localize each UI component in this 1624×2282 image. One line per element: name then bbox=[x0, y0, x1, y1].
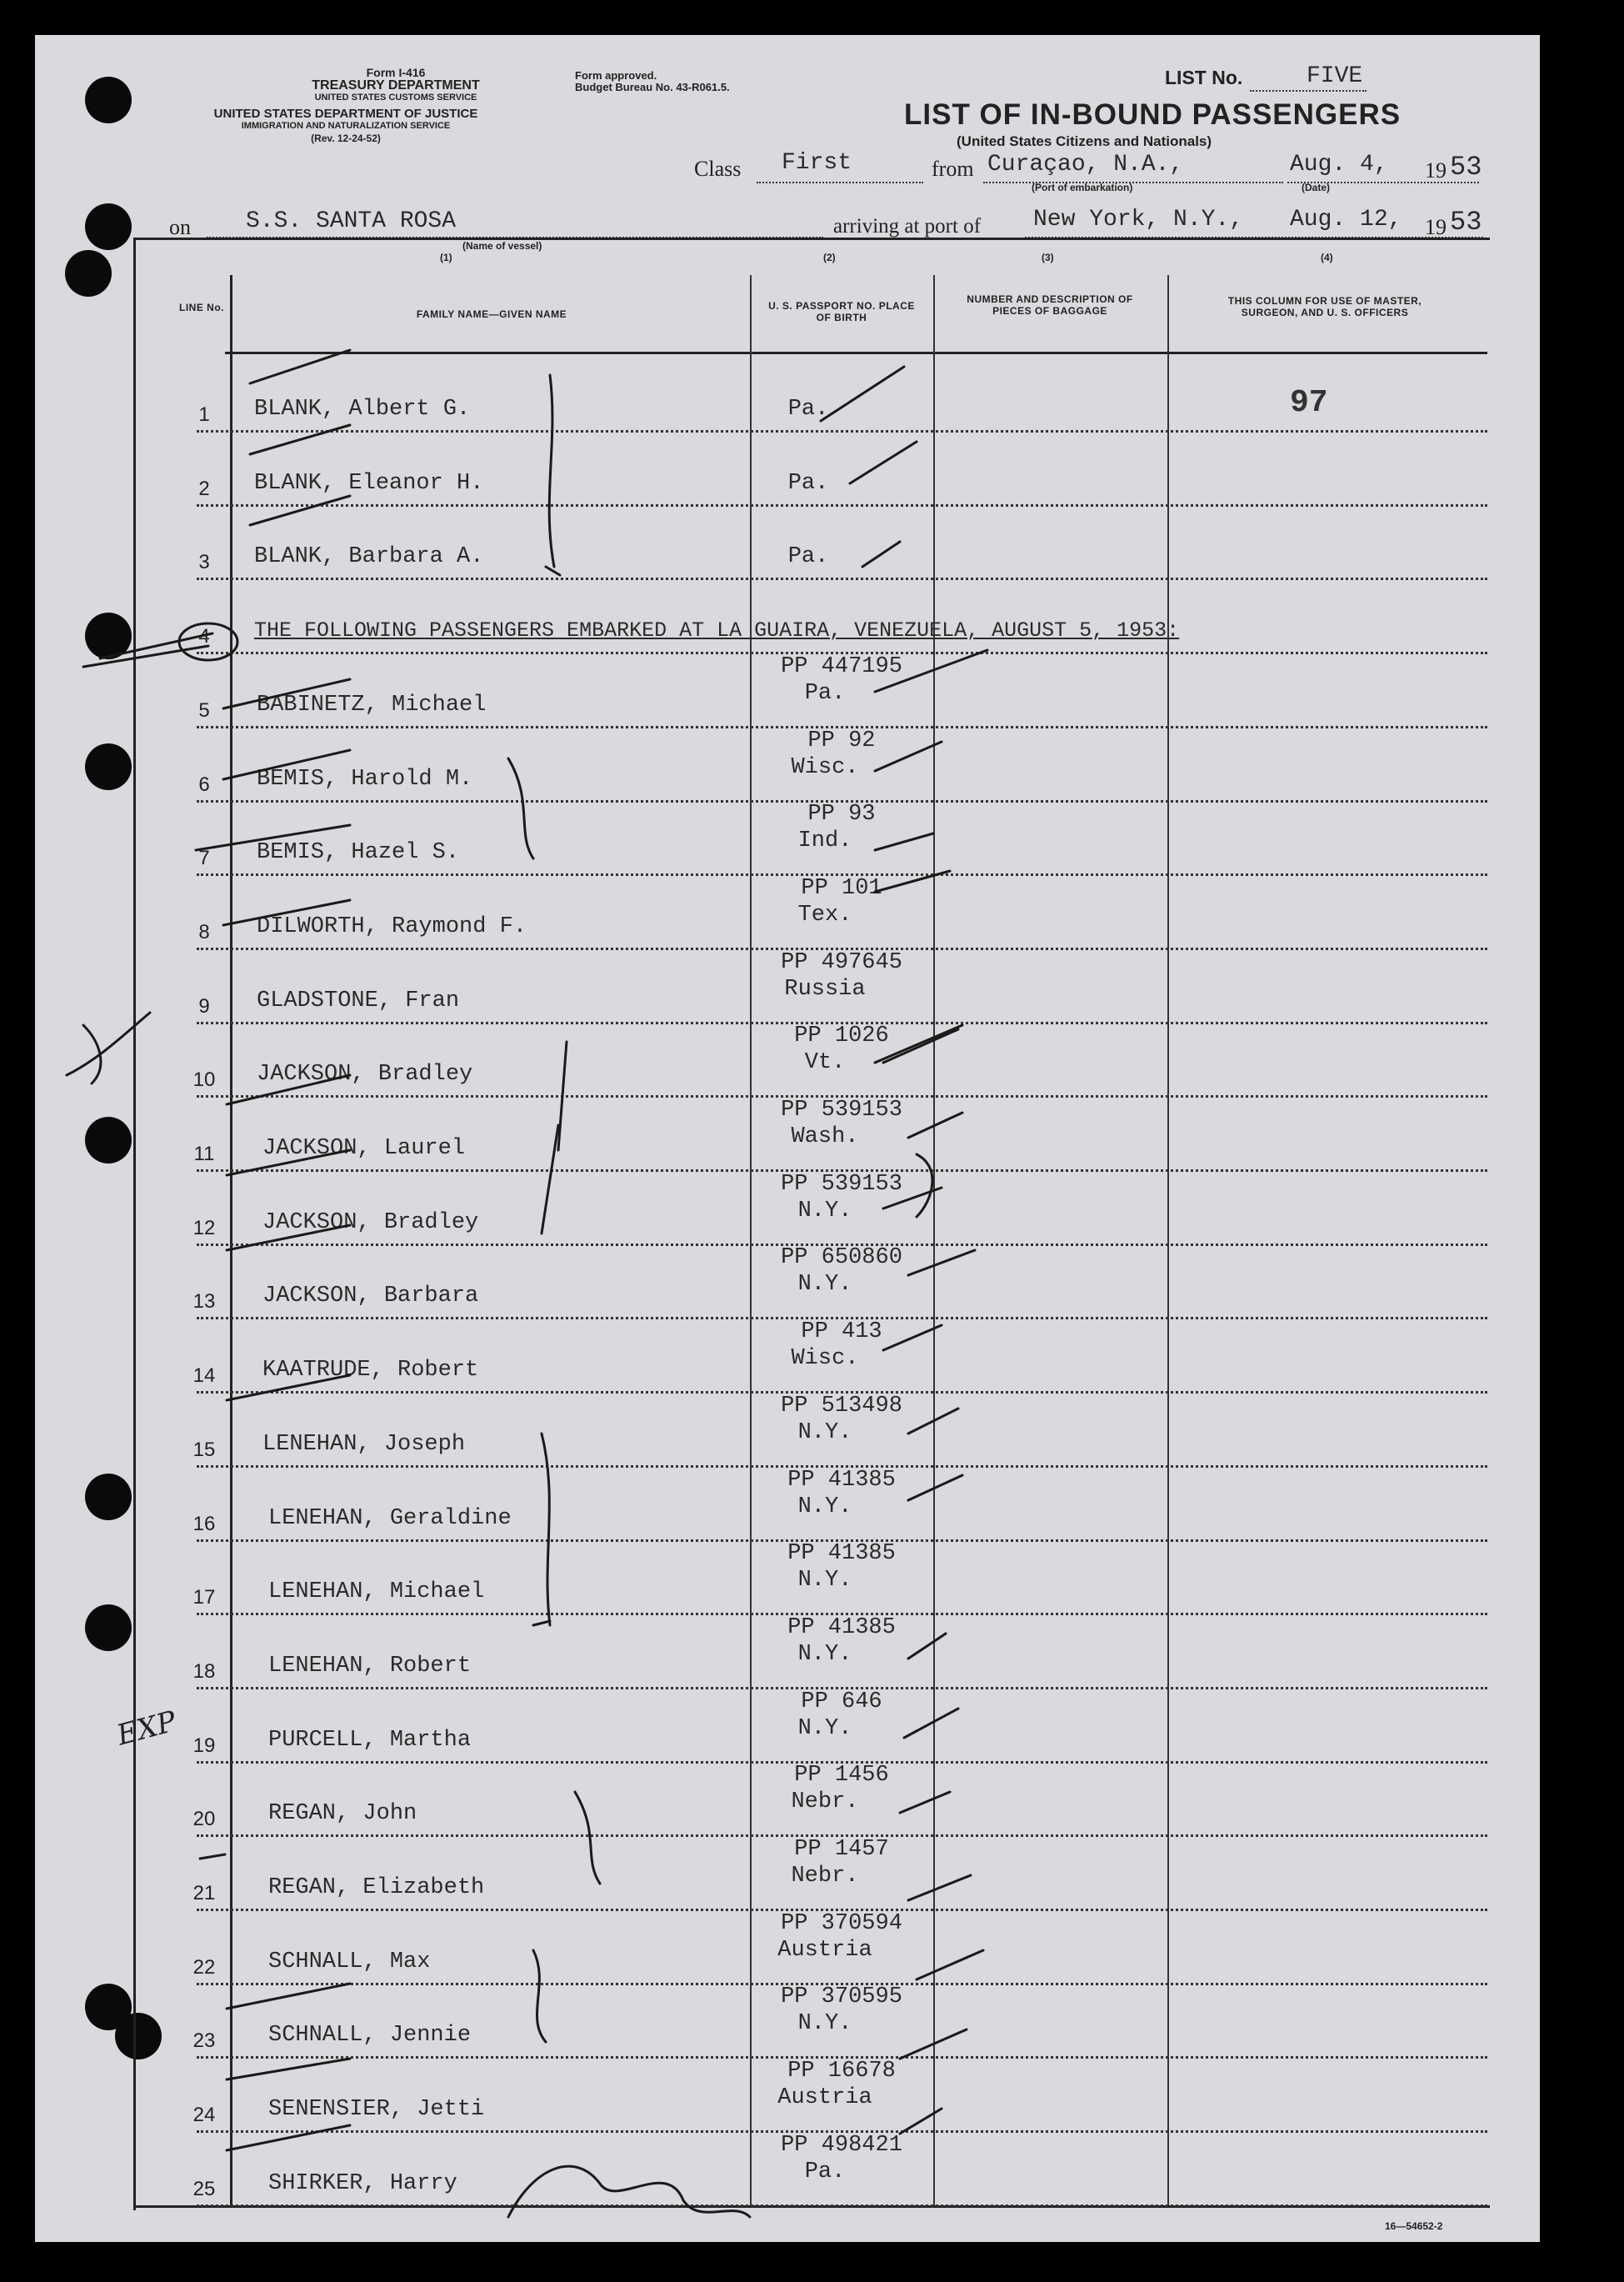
col-index-1: (1) bbox=[440, 252, 452, 263]
embark-date: Aug. 4, bbox=[1290, 152, 1388, 178]
passport-number: PP 650860 bbox=[781, 1245, 902, 1271]
on-label: on bbox=[169, 215, 191, 239]
place-of-birth: N.Y. bbox=[797, 1198, 852, 1224]
passport-number: PP 498421 bbox=[781, 2132, 902, 2158]
place-of-birth: Ind. bbox=[797, 828, 852, 854]
place-of-birth: Austria bbox=[777, 1937, 872, 1963]
footer-code: 16—54652-2 bbox=[1385, 2220, 1443, 2232]
passport-number: PP 16678 bbox=[787, 2059, 896, 2084]
passport-number: PP 101 bbox=[801, 875, 882, 901]
col-header-passport: U. S. PASSPORT NO. PLACE OF BIRTH bbox=[768, 300, 915, 323]
place-of-birth: Pa. bbox=[804, 680, 846, 706]
passport-number: PP 447195 bbox=[781, 653, 902, 679]
place-of-birth: Austria bbox=[777, 2085, 872, 2111]
col-header-name: FAMILY NAME—GIVEN NAME bbox=[416, 308, 567, 320]
arriving-label: arriving at port of bbox=[833, 215, 982, 238]
passenger-name: SHIRKER, Harry bbox=[268, 2170, 457, 2196]
treasury-label: TREASURY DEPARTMENT bbox=[312, 78, 480, 93]
passport-number: PP 1457 bbox=[794, 1837, 889, 1862]
col-index-4: (4) bbox=[1321, 252, 1333, 263]
passenger-name: REGAN, Elizabeth bbox=[268, 1875, 485, 1900]
place-of-birth: N.Y. bbox=[797, 1272, 852, 1298]
place-of-birth: N.Y. bbox=[797, 1715, 852, 1741]
passport-number: PP 92 bbox=[807, 728, 876, 753]
col-index-3: (3) bbox=[1042, 252, 1054, 263]
port-embark-caption: (Port of embarkation) bbox=[1032, 182, 1133, 193]
passenger-name: PURCELL, Martha bbox=[268, 1727, 472, 1753]
vessel-name: S.S. SANTA ROSA bbox=[246, 208, 457, 234]
col-header-line-no: LINE No. bbox=[179, 302, 224, 313]
official-number: 97 bbox=[1290, 385, 1328, 421]
passenger-name: LENEHAN, Michael bbox=[268, 1579, 485, 1605]
col-header-baggage: NUMBER AND DESCRIPTION OF PIECES OF BAGGAGE bbox=[967, 293, 1133, 317]
place-of-birth: N.Y. bbox=[797, 2011, 852, 2037]
handwritten-exp: EXP bbox=[113, 1704, 180, 1753]
list-number-value: FIVE bbox=[1307, 63, 1363, 89]
customs-label: UNITED STATES CUSTOMS SERVICE bbox=[314, 93, 477, 103]
passport-number: PP 1456 bbox=[794, 1763, 889, 1789]
port-of-embarkation: Curaçao, N.A., bbox=[987, 152, 1184, 178]
class-label: Class bbox=[694, 157, 742, 181]
passenger-name: SCHNALL, Max bbox=[268, 1949, 431, 1974]
line-number: 7 bbox=[198, 847, 210, 870]
line-number: 5 bbox=[198, 698, 210, 722]
passenger-name: SENENSIER, Jetti bbox=[268, 2097, 485, 2123]
revision-label: (Rev. 12-24-52) bbox=[311, 133, 381, 144]
date-caption: (Date) bbox=[1302, 182, 1331, 193]
line-number: 11 bbox=[193, 1143, 215, 1165]
arrival-year: 53 bbox=[1450, 207, 1482, 238]
place-of-birth: Tex. bbox=[797, 902, 852, 928]
line-number: 25 bbox=[192, 2177, 216, 2200]
arrival-port: New York, N.Y., bbox=[1033, 207, 1244, 233]
place-of-birth: Nebr. bbox=[791, 1789, 859, 1815]
line-number: 15 bbox=[192, 1438, 216, 1461]
line-number: 18 bbox=[192, 1659, 216, 1683]
place-of-birth: Nebr. bbox=[791, 1864, 859, 1889]
passport-number: PP 41385 bbox=[787, 1467, 896, 1493]
line-number: 21 bbox=[192, 1882, 216, 1904]
line-number: 12 bbox=[192, 1216, 216, 1239]
passenger-name: BLANK, Barbara A. bbox=[254, 544, 484, 570]
passenger-name: LENEHAN, Joseph bbox=[262, 1431, 466, 1457]
page-subtitle: (United States Citizens and Nationals) bbox=[957, 133, 1212, 149]
passport-number: PP 513498 bbox=[781, 1393, 902, 1419]
passenger-name: KAATRUDE, Robert bbox=[262, 1358, 479, 1384]
passenger-name: BLANK, Eleanor H. bbox=[254, 470, 484, 496]
passport-number: PP 539153 bbox=[781, 1171, 902, 1197]
passenger-name: SCHNALL, Jennie bbox=[268, 2023, 472, 2049]
line-number: 6 bbox=[198, 773, 210, 796]
line-number: 1 bbox=[198, 403, 210, 426]
page-title: LIST OF IN-BOUND PASSENGERS bbox=[904, 98, 1402, 131]
passport-number: PP 497645 bbox=[781, 949, 902, 975]
place-of-birth: Wash. bbox=[791, 1124, 859, 1149]
passport-number: PP 41385 bbox=[787, 1541, 896, 1567]
col-index-2: (2) bbox=[823, 252, 836, 263]
vessel-caption: (Name of vessel) bbox=[462, 240, 542, 252]
embark-year-prefix: 19 bbox=[1425, 158, 1447, 183]
line-number: 17 bbox=[192, 1586, 216, 1609]
place-of-birth: Wisc. bbox=[791, 754, 859, 780]
line-number: 4 bbox=[198, 625, 210, 648]
form-number: Form I-416 bbox=[366, 66, 426, 79]
passenger-name: JACKSON, Barbara bbox=[262, 1284, 479, 1309]
passenger-name: GLADSTONE, Fran bbox=[257, 988, 460, 1013]
line-number: 14 bbox=[192, 1364, 216, 1388]
immigration-label: IMMIGRATION AND NATURALIZATION SERVICE bbox=[241, 121, 451, 131]
arrival-date: Aug. 12, bbox=[1290, 207, 1402, 233]
line-number: 16 bbox=[192, 1512, 216, 1535]
form-approved: Form approved. bbox=[575, 69, 657, 82]
budget-bureau: Budget Bureau No. 43-R061.5. bbox=[575, 81, 730, 93]
list-number-label: LIST No. bbox=[1165, 67, 1243, 88]
passport-number: PP 1026 bbox=[794, 1023, 889, 1049]
passenger-name: THE FOLLOWING PASSENGERS EMBARKED AT LA GUAIRA, VENEZUELA, AUGUST 5, 1953: bbox=[254, 618, 1180, 643]
passport-number: PP 370595 bbox=[781, 1984, 902, 2010]
col-header-officers: THIS COLUMN FOR USE OF MASTER, SURGEON, AND U. S. OFFICERS bbox=[1227, 295, 1422, 318]
line-number: 8 bbox=[198, 920, 210, 943]
place-of-birth: Vt. bbox=[804, 1050, 846, 1076]
line-number: 20 bbox=[192, 1808, 216, 1831]
passenger-name: JACKSON, Bradley bbox=[257, 1062, 473, 1088]
class-value: First bbox=[782, 150, 852, 176]
place-of-birth: Pa. bbox=[804, 2159, 846, 2184]
justice-label: UNITED STATES DEPARTMENT OF JUSTICE bbox=[213, 107, 478, 121]
place-of-birth: Pa. bbox=[787, 470, 829, 496]
passport-number: PP 539153 bbox=[781, 1098, 902, 1123]
embark-year: 53 bbox=[1450, 152, 1482, 183]
line-number: 24 bbox=[192, 2104, 216, 2127]
line-number: 2 bbox=[198, 477, 210, 500]
from-label: from bbox=[932, 157, 974, 181]
line-number: 13 bbox=[192, 1290, 216, 1314]
passenger-name: JACKSON, Laurel bbox=[262, 1136, 466, 1161]
place-of-birth: Pa. bbox=[787, 397, 829, 422]
place-of-birth: Pa. bbox=[787, 544, 829, 570]
passenger-name: JACKSON, Bradley bbox=[262, 1209, 479, 1235]
passenger-name: DILWORTH, Raymond F. bbox=[257, 913, 527, 939]
passenger-name: BLANK, Albert G. bbox=[254, 397, 471, 422]
line-number: 3 bbox=[198, 551, 210, 574]
passport-number: PP 41385 bbox=[787, 1614, 896, 1640]
place-of-birth: N.Y. bbox=[797, 1419, 852, 1445]
line-number: 23 bbox=[192, 2029, 216, 2053]
place-of-birth: N.Y. bbox=[797, 1641, 852, 1667]
place-of-birth: Wisc. bbox=[791, 1346, 859, 1372]
passenger-name: REGAN, John bbox=[268, 1801, 417, 1827]
line-number: 19 bbox=[192, 1734, 216, 1757]
place-of-birth: N.Y. bbox=[797, 1494, 852, 1519]
line-number: 22 bbox=[192, 1955, 216, 1979]
passport-number: PP 646 bbox=[801, 1689, 882, 1714]
passport-number: PP 413 bbox=[801, 1319, 882, 1345]
passport-number: PP 93 bbox=[807, 802, 876, 828]
passenger-name: LENEHAN, Geraldine bbox=[268, 1505, 512, 1531]
passport-number: PP 370594 bbox=[781, 1910, 902, 1936]
arrival-year-prefix: 19 bbox=[1425, 215, 1447, 239]
passenger-name: BEMIS, Hazel S. bbox=[257, 840, 460, 866]
place-of-birth: Russia bbox=[784, 976, 866, 1002]
passenger-name: BABINETZ, Michael bbox=[257, 692, 487, 718]
place-of-birth: N.Y. bbox=[797, 1568, 852, 1594]
line-number: 10 bbox=[192, 1068, 216, 1092]
line-number: 9 bbox=[198, 994, 210, 1018]
passenger-name: BEMIS, Harold M. bbox=[257, 766, 473, 792]
passenger-name: LENEHAN, Robert bbox=[268, 1653, 472, 1679]
